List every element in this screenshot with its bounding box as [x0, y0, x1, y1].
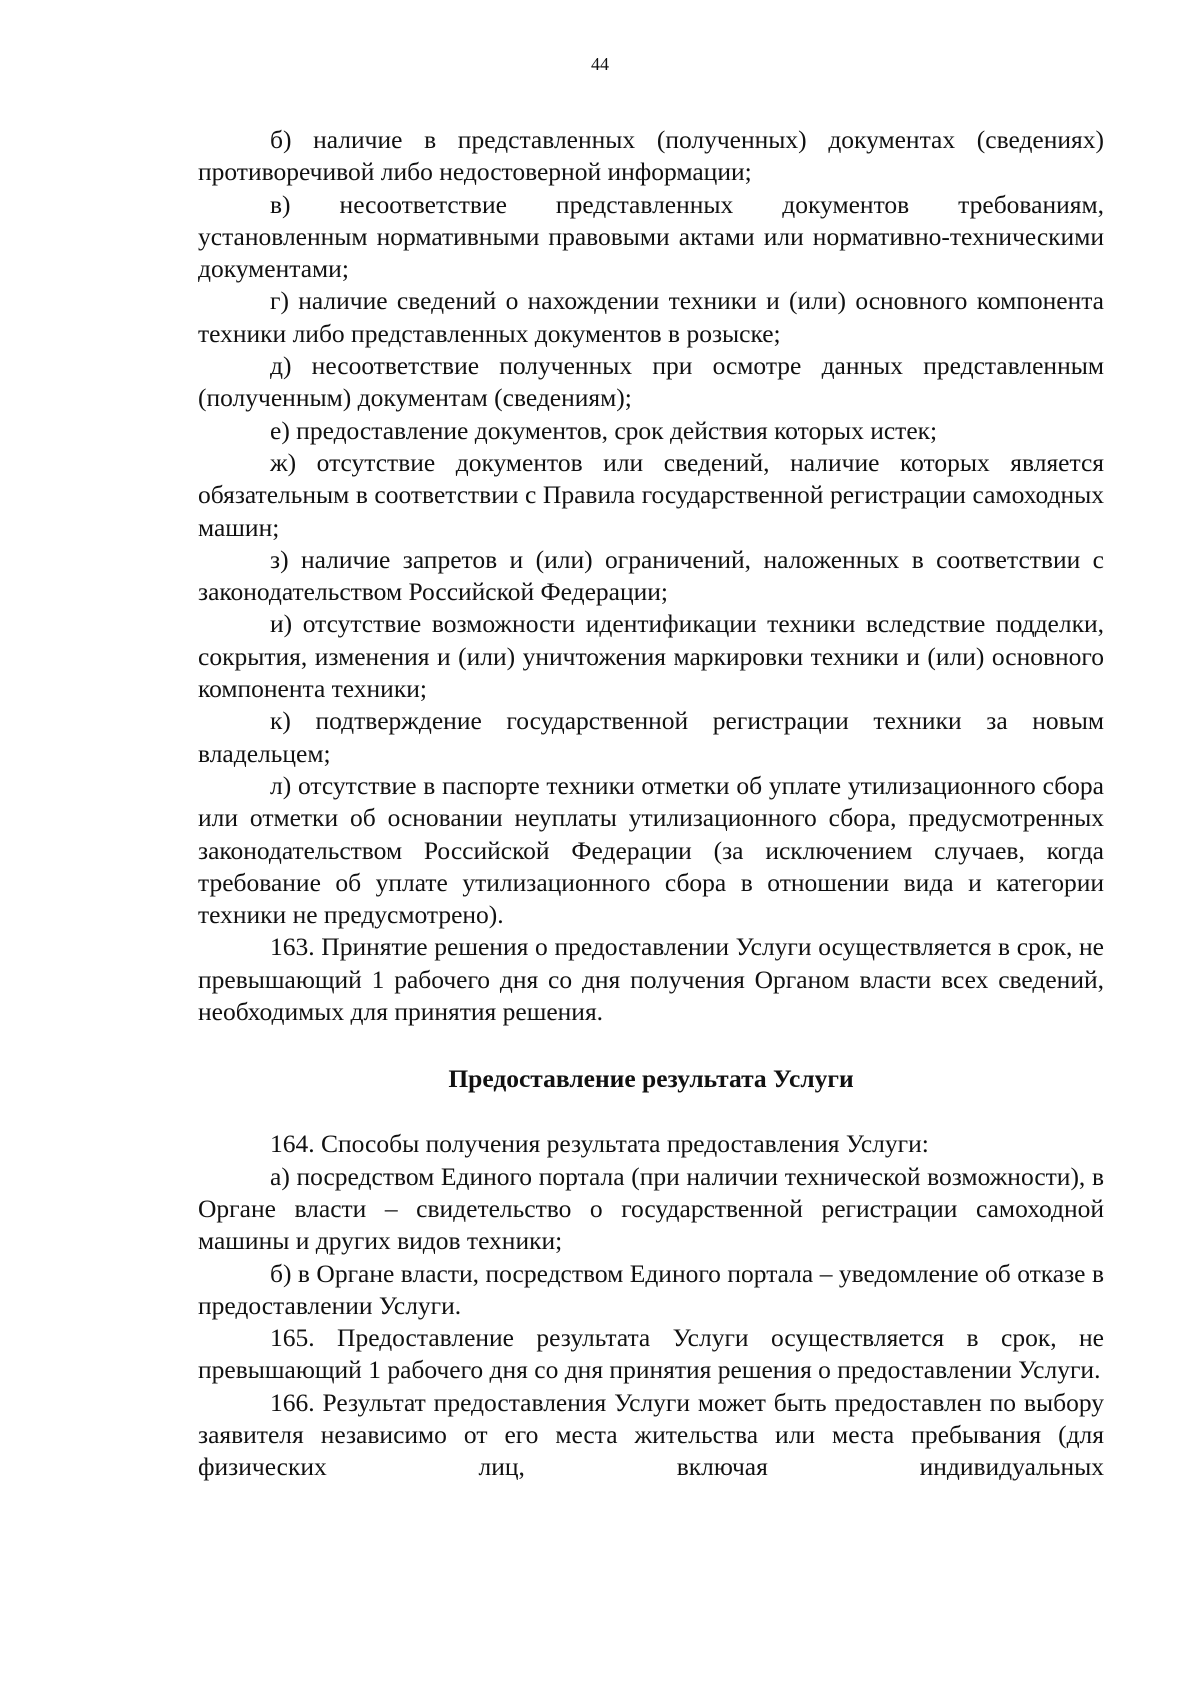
- paragraph-k: к) подтверждение государственной регистрации техники за новым владельцем;: [198, 706, 1104, 768]
- paragraph-zh: ж) отсутствие документов или сведений, наличие которых является обязательным в соответствии с Правила государственной регистрации самоходных машин;: [198, 447, 1104, 542]
- section-heading: Предоставление результата Услуги: [448, 1064, 854, 1094]
- spacer: [198, 1028, 1104, 1063]
- spacer: [198, 1095, 1104, 1128]
- document-body: [198, 124, 1104, 1484]
- paragraph-163: 163. Принятие решения о предоставлении Услуги осуществляется в срок, не превышающий 1 рабочего дня со дня получения Органом власти всех сведений, необходимых для принятия решения.: [198, 932, 1104, 1027]
- paragraph-164-b: б) в Органе власти, посредством Единого портала – уведомление об отказе в предоставлении Услуги.: [198, 1258, 1104, 1320]
- paragraph-164-a: а) посредством Единого портала (при наличии технической возможности), в Органе власти – свидетельство о государственной регистрации самоходной машины и других видов техники;: [198, 1161, 1104, 1256]
- paragraph-b: б) наличие в представленных (полученных) документах (сведениях) противоречивой либо недостоверной информации;: [198, 125, 1104, 187]
- paragraph-i: и) отсутствие возможности идентификации техники вследствие подделки, сокрытия, изменения и (или) уничтожения маркировки техники и (или) основного компонента техники;: [198, 609, 1104, 704]
- paragraph-v: в) несоответствие представленных документов требованиям, установленным нормативными правовыми актами или нормативно-техническими документами;: [198, 189, 1104, 284]
- paragraph-165: 165. Предоставление результата Услуги осуществляется в срок, не превышающий 1 рабочего дня со дня принятия решения о предоставлении Услуги.: [198, 1323, 1104, 1385]
- paragraph-e: е) предоставление документов, срок действия которых истек;: [270, 415, 938, 445]
- page-number: 44: [591, 54, 609, 74]
- paragraph-166: 166. Результат предоставления Услуги может быть предоставлен по выбору заявителя независимо от его места жительства или места пребывания (для физических лиц, включая индивидуальных: [198, 1387, 1104, 1482]
- paragraph-g: г) наличие сведений о нахождении техники и (или) основного компонента техники либо представленных документов в розыске;: [198, 286, 1104, 348]
- paragraph-z: з) наличие запретов и (или) ограничений, наложенных в соответствии с законодательством Российской Федерации;: [198, 544, 1104, 607]
- paragraph-d: д) несоответствие полученных при осмотре данных представленным (полученным) документам (сведениям);: [198, 351, 1104, 413]
- paragraph-164: 164. Способы получения результата предоставления Услуги:: [270, 1129, 929, 1159]
- paragraph-l: л) отсутствие в паспорте техники отметки об уплате утилизационного сбора или отметки об основании неуплаты утилизационного сбора, предусмотренных законодательством Российской Федерации (за исключением случаев, когда требование об уплате утилизационного сбора в отношении вида и категории техники не предусмотрено).: [198, 770, 1104, 930]
